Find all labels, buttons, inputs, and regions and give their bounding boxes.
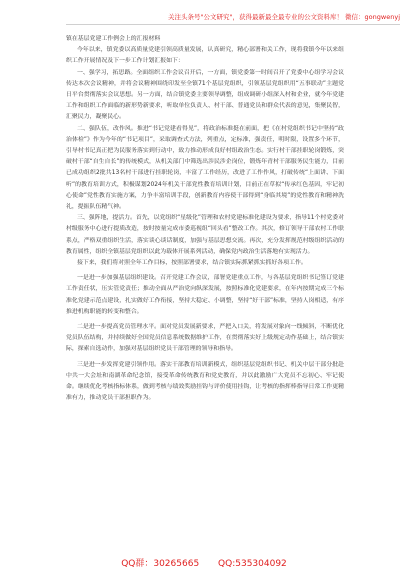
paragraph-next: 接下来，我们将对照全年工作目标，按照部署要求，结合镇实际抓紧抓实抓好各项工作。 <box>77 260 307 267</box>
paragraph-position: 三、强阵地，提活力。首先，以党组织“星级化”管理和农村党建标准化建设为要求，指导11个村党委对村级服务中心进行提质改造，按时按量完成市委巡视组“回头看”整改工作。其次，修订领导干部农村工作联系点，严格双重组织生活，落实谈心谈话制度，加强与基层思想交流。再次，充分发挥规范村级组织活动的教育属性，组织全镇基层党组织以此为载体开展系列活动，确保党内政治生活落地有实现活力。 <box>66 215 344 255</box>
qq-text: QQ:535304092 <box>218 559 287 569</box>
paragraph-plan-1: 一是进一步加强基层组织建设。召开党建工作会议，部署党建重点工作，与各基层党组织书记签订党建工作责任状，压实管党责任；推动全面从严治党向纵深发展，按照标准化党建要求，在年内按期完成三个标准化党建示范点建设，扎实做好工作衔接，坚持大稳定、小调整，坚持“好干部”标准，坚持人岗相适，有序推进机构职能的转变和整合。 <box>66 275 344 315</box>
paragraph-plan-3: 三是进一步发挥党建引领作用。落实干部教育培训新模式，组织基层党组织书记、机关中层干部分批赴中共一大会址和南湖革命纪念馆，接受革命传统教育和党史教育，并以此激励广大党员不忘初心、牢记使命。继续优化考核指标体系，做到考核与绩效奖励挂钩与评价使用挂钩，让考核的指挥棒指导日常工作更精准有力，推动党员干部担职作为。 <box>66 361 344 402</box>
document-body <box>66 30 344 405</box>
contact-footer <box>0 556 408 569</box>
paragraph-team: 二、强队伍，改作风。推进“书记党建看得见”，将政治标准挺在前面，把《在村党组织书记中坚持“政治体检”》作为今年的“书记项目”，采取调查式方法，列重点，定标准，强责任，明时限，设置多个环节，引导村书记真正把为民服务落实到行动中，致力推动形成良好村组政治生态。实行村干部挂职轮岗锻炼，突破村干部“自生自长”的传统模式，从机关部门中筛选出涉民涉企岗位，锻炼年青村干部服务民生能力，目前已成功组织2批共13名村干部进行挂职轮岗，丰富了工作经历，改进了工作作风，打破传统“上面讲、下面听”的教育培训方式，积极谋划2024年机关干部党性教育培训计划，目前正在草拟“传承红色基因，牢记初心使命”党性教育实施方案，力争丰富培训手段，创新教育内容使干部得到“身临其境”的党性教育和精神洗礼，提振队伍精气神。 <box>66 125 344 211</box>
promo-header: 关注头条号"公文研究"，获得最新最全最专业的公文资料库！ 微信：gongwenyj <box>168 13 400 21</box>
paragraph-study: 一、强学习，拓思路。全面组织工作会议召开后，一方面，镇党委第一时间召开了党委中心组学习会议传达本次会议精神，并将会议精神围绕印发至全镇71个基层党组织，引领基层党组织用“五事联动”主题党日平台贯彻落实会议思想。另一方面，结合镇党委主要领导调整，组成调研小组深入村和企业，就今年党建工作和组织工作面临的新形势新要求，听取单位负责人、村干部、普通党员和群众代表的意见，集聚民智，汇聚民力，凝聚民心。 <box>66 69 344 121</box>
qq-group-text: QQ群：30265665 <box>121 559 200 569</box>
header-divider <box>66 24 400 25</box>
paragraph-intro: 今年以来，镇党委以高质量党建引领高质量发展，认真研究，精心部署和关工作，现将我镇今年以来组织工作开展情况及下一步工作计划汇报如下： <box>66 47 344 65</box>
document-title: 镇在基层党建工作例会上的汇报材料 <box>66 36 161 42</box>
paragraph-plan-2: 二是进一步提高党员管理水平。面对党员发展新要求，严把入口关，将发展对象向一线倾斜，不断优化党员队伍结构，并持续做好全国党员信息系统数据维护工作，在贯彻落实好上级规定动作基础上，结合镇实际，探索自选动作，加强对基层组织党员干部管理的领导和指导。 <box>66 324 344 353</box>
